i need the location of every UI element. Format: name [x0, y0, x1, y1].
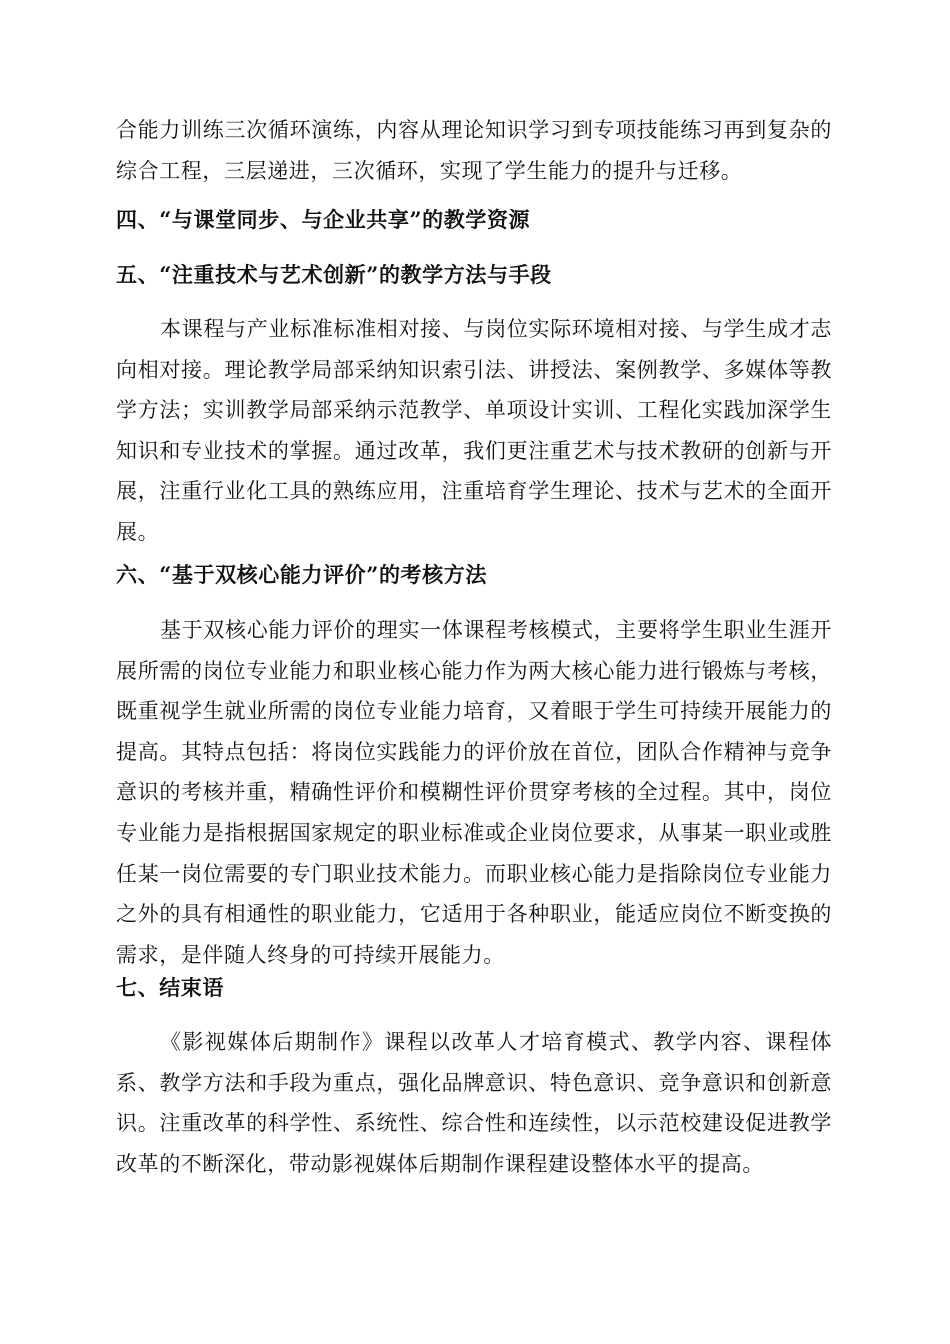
section-heading-6: 六、“基于双核心能力评价”的考核方法 — [116, 562, 487, 587]
paragraph-section-7: 《影视媒体后期制作》课程以改革人才培育模式、教学内容、课程体系、教学方法和手段为重点，强化品牌意识、特色意识、竞争意识和创新意识。注重改革的科学性、系统性、综合性和连续性，以示范校建设促进教学改革的不断深化，带动影视媒体后期制作课程建设整体水平的提高。 — [116, 1030, 832, 1176]
section-heading-5: 五、“注重技术与艺术创新”的教学方法与手段 — [116, 262, 552, 287]
section-heading-4: 四、“与课堂同步、与企业共享”的教学资源 — [116, 207, 531, 232]
section-heading-7: 七、结束语 — [116, 975, 224, 1000]
paragraph-intro: 合能力训练三次循环演练，内容从理论知识学习到专项技能练习再到复杂的综合工程，三层递进，三次循环，实现了学生能力的提升与迁移。 — [116, 118, 832, 183]
paragraph-section-6: 基于双核心能力评价的理实一体课程考核模式，主要将学生职业生涯开展所需的岗位专业能力和职业核心能力作为两大核心能力进行锻炼与考核，既重视学生就业所需的岗位专业能力培育，又着眼于学生可持续开展能力的提高。其特点包括：将岗位实践能力的评价放在首位，团队合作精神与竞争意识的考核并重，精确性评价和模糊性评价贯穿考核的全过程。其中，岗位专业能力是指根据国家规定的职业标准或企业岗位要求，从事某一职业或胜任某一岗位需要的专门职业技术能力。而职业核心能力是指除岗位专业能力之外的具有相通性的职业能力，它适用于各种职业，能适应岗位不断变换的需求，是伴随人终身的可持续开展能力。 — [116, 618, 832, 967]
paragraph-section-5: 本课程与产业标准标准相对接、与岗位实际环境相对接、与学生成才志向相对接。理论教学局部采纳知识索引法、讲授法、案例教学、多媒体等教学方法；实训教学局部采纳示范教学、单项设计实训、工程化实践加深学生知识和专业技术的掌握。通过改革，我们更注重艺术与技术教研的创新与开展，注重行业化工具的熟练应用，注重培育学生理论、技术与艺术的全面开展。 — [116, 317, 832, 544]
